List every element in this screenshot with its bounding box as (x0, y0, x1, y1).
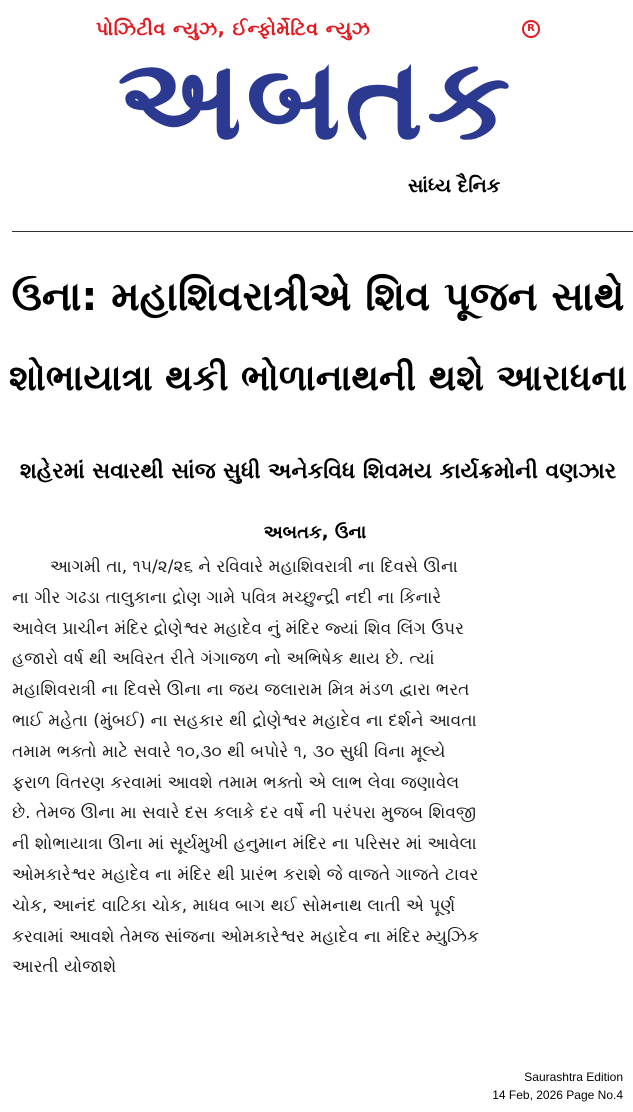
article-body (12, 552, 624, 983)
article-body-line: ચોક, આનંદ વાટિકા ચોક, માધવ બાગ થઈ સોમનાથ લાતી એ પૂર્ણ (12, 895, 456, 916)
dateline: અબતક, ઉના (263, 522, 367, 543)
headline-line-1: ઉના: મહાશિવરાત્રીએ શિવ પૂજન સાથે (11, 274, 625, 320)
article-body-line: તમામ ભક્તો માટે સવારે ૧૦,૩૦ થી બપોરે ૧, ૩૦ સુધી વિના મૂલ્યે (12, 741, 446, 762)
date-page-number: 14 Feb, 2026 Page No.4 (492, 1088, 623, 1102)
newspaper-logo: અબતક (117, 33, 515, 165)
article-body-line: ઓમકારેશ્વર મહાદેવ ના મંદિર થી પ્રારંભ કરાશે જે વાજતે ગાજતે ટાવર (12, 864, 479, 885)
registered-trademark-icon: R (522, 20, 540, 38)
masthead-tagline: પોઝિટીવ ન્યુઝ, ઈન્ફોર્મેટિવ ન્યુઝ (96, 18, 371, 40)
article-body-line: ભાઈ મહેતા (મુંબઈ) ના સહકાર થી દ્રોણેશ્વર મહાદેવ ના દર્શને આવતા (12, 710, 477, 731)
article-body-line: ફરાળ વિતરણ કરવામાં આવશે તમામ ભક્તો એ લાભ લેવા જણાવેલ (12, 772, 460, 793)
article-body-line: આગમી તા, ૧૫/૨/૨૬ ને રવિવારે મહાશિવરાત્રી ના દિવસે ઊના (50, 557, 458, 577)
masthead (0, 0, 633, 232)
article-body-line: આવેલ પ્રાચીન મંદિર દ્રોણેશ્વર મહાદેવ નું મંદિર જ્યાં શિવ લિંગ ઉપર (12, 618, 464, 639)
edition-type-label: સાંધ્ય દૈનિક (408, 175, 501, 197)
article-body-line: ની શોભાયાત્રા ઊના માં સૂર્યમુખી હનુમાન મંદિર ના પરિસર માં આવેલા (12, 834, 477, 855)
masthead-divider (12, 231, 633, 232)
page-footer (492, 1068, 623, 1104)
edition-name: Saurashtra Edition (524, 1070, 623, 1084)
headline-line-2: શોભાયાત્રા થકી ભોળાનાથની થશે આરાધના (9, 358, 627, 399)
article-body-line: હજારો વર્ષ થી અવિરત રીતે ગંગાજળ નો અભિષેક થાય છે. ત્યાં (12, 649, 435, 670)
article-body-line: છે. તેમજ ઊના મા સવારે દસ કલાકે દર વર્ષે ની પરંપરા મુજબ શિવજી (12, 803, 477, 824)
article-body-line: આરતી યોજાશે (12, 957, 117, 978)
article-body-line: કરવામાં આવશે તેમજ સાંજના ઓમકારેશ્વર મહાદેવ ના મંદિર મ્યુઝિક (12, 926, 480, 947)
article-body-line: મહાશિવરાત્રી ના દિવસે ઊના ના જય જલારામ મિત્ર મંડળ દ્વારા ભરત (12, 680, 470, 701)
article-body-line: ના ગીર ગઢડા તાલુકાના દ્રોણ ગામે પવિત્ર મચ્છુન્દ્રી નદી ના કિનારે (12, 587, 442, 608)
subheadline: શહેરમાં સવારથી સાંજ સુધી અનેકવિધ શિવમય કાર્યક્રમોની વણઝાર (19, 459, 617, 484)
